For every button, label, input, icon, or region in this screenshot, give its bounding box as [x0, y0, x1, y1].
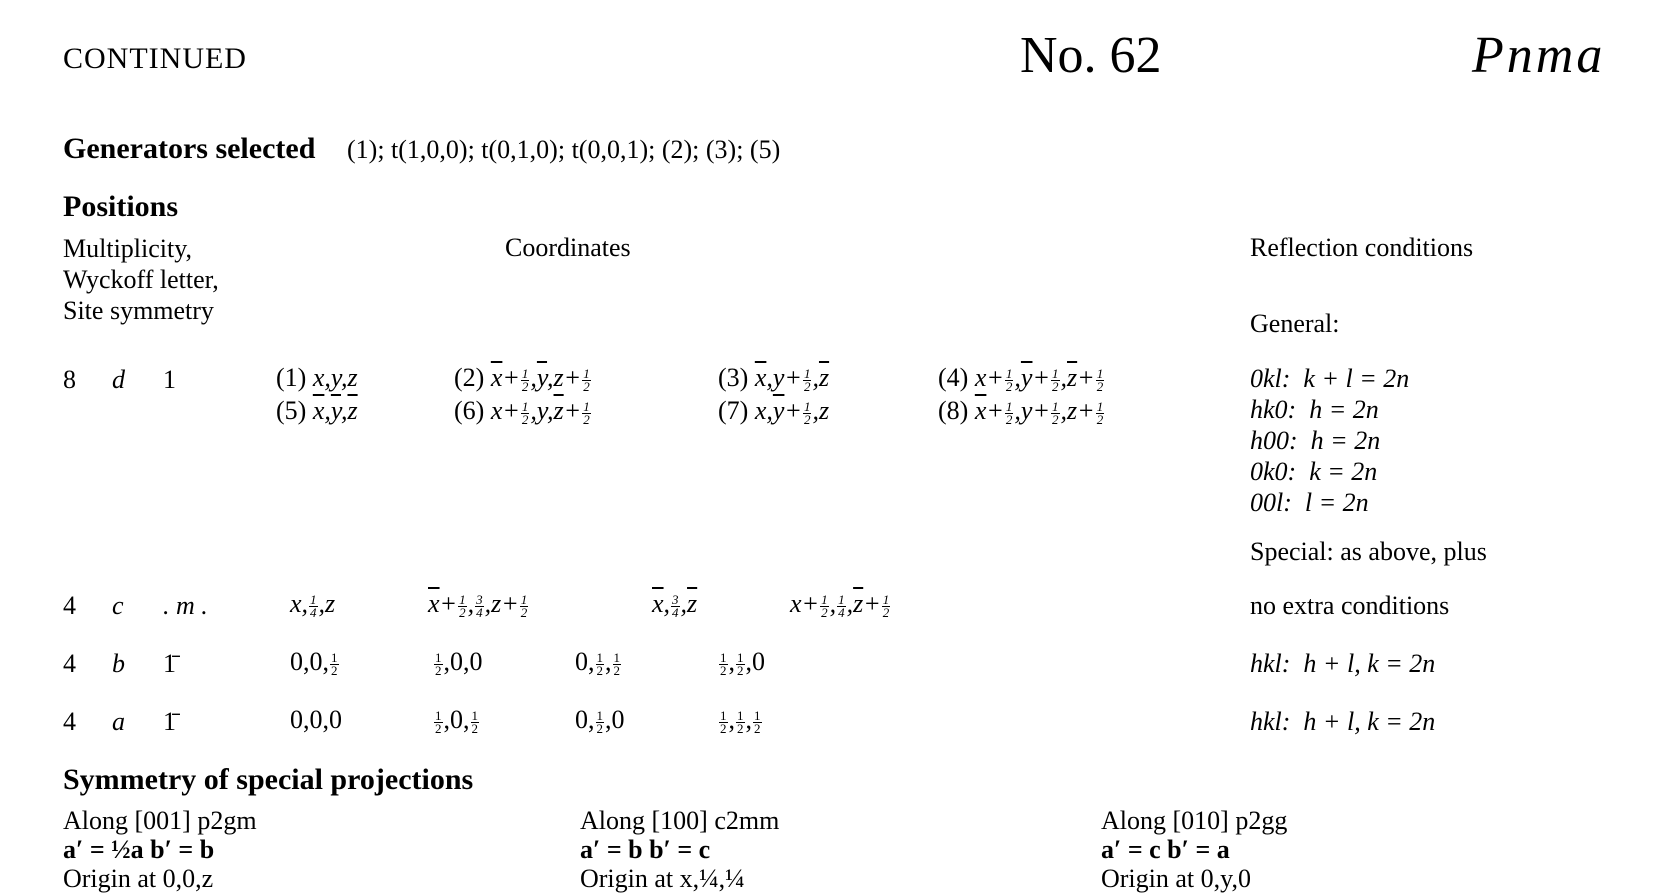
coord-d-6: (6) x+ $\frac{1}{2}$ $,y,\overline{z}+$ $\frac{1}{2}$: [454, 396, 590, 427]
row-c-mult: 4: [63, 591, 76, 620]
reflection-header: Reflection conditions: [1250, 233, 1474, 262]
row-c-site: . m .: [163, 591, 208, 620]
projection-100-along: Along [100] c2mm: [580, 806, 780, 835]
coord-a-2: $\frac{1}{2}$ ,0, $\frac{1}{2}$: [435, 705, 478, 736]
space-group-number: No. 62: [1020, 27, 1162, 84]
projection-001-axes: a′ = ½a b′ = b: [63, 835, 215, 864]
projection-001-along: Along [001] p2gm: [63, 806, 257, 835]
projection-010: [1101, 806, 1287, 893]
space-group-symbol: Pnma: [1472, 27, 1606, 84]
coord-c-4: x+ $\frac{1}{2}$ , $\frac{1}{4}$ $,\overline{z}+$ $\frac{1}{2}$: [790, 589, 890, 620]
coord-c-3: $\overline{x}$, $\frac{3}{4}$ $,\overline{z}$: [652, 589, 698, 620]
coord-d-5: (5) $\overline{x},\overline{y},\overline{z}$: [276, 396, 358, 425]
row-a-letter: a: [112, 707, 125, 736]
projections-title: Symmetry of special projections: [63, 763, 474, 796]
coord-b-3: 0, $\frac{1}{2}$ , $\frac{1}{2}$: [575, 647, 620, 678]
row-c-letter: c: [112, 591, 124, 620]
condition-hk0: hk0: h = 2n: [1250, 395, 1379, 424]
continued-label: CONTINUED: [63, 42, 247, 75]
condition-00l: 00l: l = 2n: [1250, 488, 1369, 517]
coord-b-4: $\frac{1}{2}$ , $\frac{1}{2}$ ,0: [720, 647, 765, 678]
projection-010-axes: a′ = c b′ = a: [1101, 835, 1230, 864]
general-label: General:: [1250, 309, 1340, 338]
coord-a-4: $\frac{1}{2}$ , $\frac{1}{2}$ , $\frac{1}{2}$: [720, 705, 761, 736]
row-b-site: 1̄: [163, 649, 176, 678]
generators-title: Generators selected: [63, 132, 316, 165]
projection-010-along: Along [010] p2gg: [1101, 806, 1288, 835]
coord-b-1: 0,0, $\frac{1}{2}$: [290, 647, 338, 678]
row-a-mult: 4: [63, 707, 76, 736]
projection-100-axes: a′ = b b′ = c: [580, 835, 711, 864]
coord-b-2: $\frac{1}{2}$ ,0,0: [435, 647, 483, 678]
coordinates-header: Coordinates: [505, 233, 631, 262]
condition-0kl: 0kl: k + l = 2n: [1250, 364, 1410, 393]
row-d-mult: 8: [63, 365, 76, 394]
positions-title: Positions: [63, 190, 179, 223]
coord-d-1: (1) x,y,z: [276, 363, 358, 392]
general-conditions: [1250, 363, 1409, 518]
coord-d-7: (7) $x,\overline{y}+$ $\frac{1}{2}$ ,z: [718, 396, 830, 427]
b-condition: hkl: h + l, k = 2n: [1250, 649, 1436, 678]
coord-a-3: 0, $\frac{1}{2}$ ,0: [575, 705, 625, 736]
projection-001: [63, 806, 257, 893]
projection-001-origin: Origin at 0,0,z: [63, 864, 214, 893]
coord-c-2: $\overline{x}+$ $\frac{1}{2}$ , $\frac{3}{4}$ ,z+ $\frac{1}{2}$: [428, 589, 528, 620]
multiplicity-header: [63, 233, 219, 326]
row-b-letter: b: [112, 649, 125, 678]
c-condition: no extra conditions: [1250, 591, 1450, 620]
generators-list: (1); t(1,0,0); t(0,1,0); t(0,0,1); (2); (3); (5): [347, 135, 781, 164]
row-a-site: 1̄: [163, 707, 176, 736]
condition-h00: h00: h = 2n: [1250, 426, 1381, 455]
coord-d-4: (4) x+ $\frac{1}{2}$ $,\overline{y}+$ $\frac{1}{2}$ $,\overline{z}+$ $\frac{1}{2}$: [938, 363, 1104, 394]
coord-d-3: (3) $\overline{x},y+$ $\frac{1}{2}$ $,\overline{z}$: [718, 363, 830, 394]
a-condition: hkl: h + l, k = 2n: [1250, 707, 1436, 736]
coord-a-1: 0,0,0: [290, 705, 342, 734]
mult-header-line: Multiplicity,: [63, 234, 193, 263]
row-b-mult: 4: [63, 649, 76, 678]
projection-010-origin: Origin at 0,y,0: [1101, 864, 1251, 893]
projection-100: [580, 806, 779, 893]
row-d-letter: d: [112, 365, 125, 394]
row-d-site: 1: [163, 365, 176, 394]
coord-d-2: (2) $\overline{x}+$ $\frac{1}{2}$ $,\overline{y},z+$ $\frac{1}{2}$: [454, 363, 590, 394]
coord-c-1: x, $\frac{1}{4}$ ,z: [290, 589, 336, 620]
special-label: Special: as above, plus: [1250, 537, 1487, 566]
wyckoff-header-line: Wyckoff letter,: [63, 265, 219, 294]
site-header-line: Site symmetry: [63, 296, 214, 325]
condition-0k0: 0k0: k = 2n: [1250, 457, 1378, 486]
projection-100-origin: Origin at x,¼,¼: [580, 864, 745, 893]
coord-d-8: (8) $\overline{x}+$ $\frac{1}{2}$ ,y+ $\frac{1}{2}$ ,z+ $\frac{1}{2}$: [938, 396, 1104, 427]
